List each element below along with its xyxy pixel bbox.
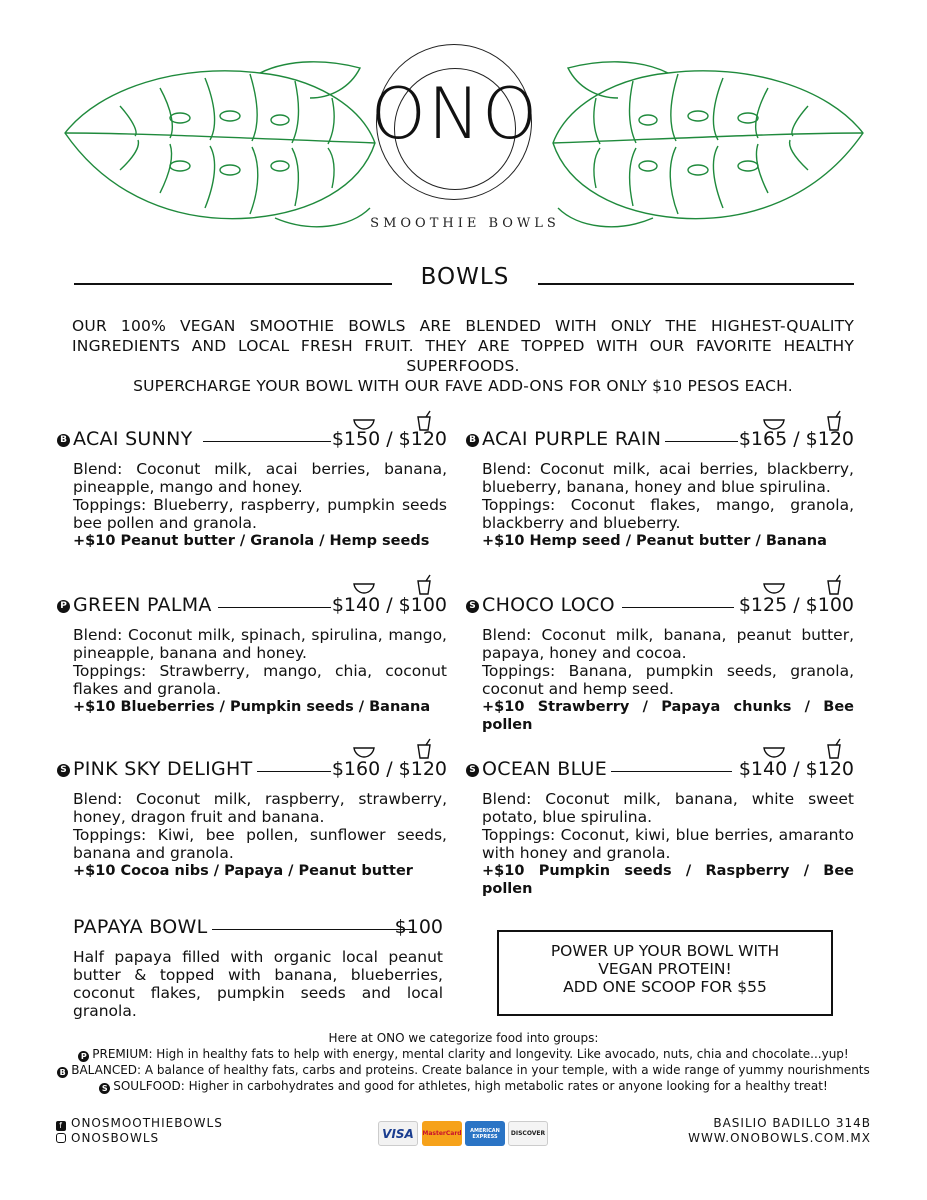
balanced-badge: B [57,1067,68,1078]
item-blend: Blend: Coconut milk, spinach, spirulina, mango, pineapple, banana and honey. [73,626,447,662]
leader-line [622,607,734,608]
size-icons [350,738,440,760]
menu-item-acai-sunny [60,428,447,550]
item-price: $150 / $120 [331,428,447,450]
category-badge: S [466,600,479,613]
item-toppings: Toppings: Blueberry, raspberry, pumpkin seeds bee pollen and granola. [73,496,447,532]
soulfood-badge: S [99,1083,110,1094]
social-links [56,1116,223,1146]
item-toppings: Toppings: Kiwi, bee pollen, sunflower seeds, banana and granola. [73,826,447,862]
contact-info [688,1116,871,1146]
menu-item-choco-loco [469,594,854,734]
item-toppings: Toppings: Coconut, kiwi, blue berries, amaranto with honey and granola. [482,826,854,862]
leader-line [253,771,331,772]
promo-line-3: ADD ONE SCOOP FOR $55 [563,978,767,996]
intro-text [72,316,854,396]
monstera-leaf-right-icon [548,48,868,238]
item-blend: Blend: Coconut milk, acai berries, banana, pineapple, mango and honey. [73,460,447,496]
menu-item-green-palma [60,594,447,716]
leader-line [203,441,331,442]
premium-badge: P [78,1051,89,1062]
leader-line [610,771,732,772]
intro-line: OUR 100% VEGAN SMOOTHIE BOWLS ARE BLENDED WITH ONLY THE HIGHEST-QUALITY INGREDIENTS AND LOCAL FRESH FRUIT. THEY ARE TOPPED WITH OUR FAVORITE HEALTHY SUPERFOODS. [72,317,854,375]
title-rule-right [538,283,854,285]
item-name: ACAI SUNNY [73,428,197,450]
menu-item-acai-purple-rain [469,428,854,550]
item-addons: +$10 Pumpkin seeds / Raspberry / Bee pollen [482,863,854,897]
legend-soulfood-text: SOULFOOD: Higher in carbohydrates and good for athletes, high metabolic rates or anyone looking for a healthy treat! [113,1079,828,1093]
leader-line [208,929,413,930]
facebook-icon: f [56,1121,66,1131]
facebook-handle: ONOSMOOTHIEBOWLS [71,1116,223,1130]
bowl-icon [764,748,784,757]
cup-icon [418,575,430,594]
legend-balanced-text: BALANCED: A balance of healthy fats, carbs and proteins. Create balance in your temple, with a wide range of yummy nourishments [71,1063,870,1077]
category-badge: S [466,764,479,777]
intro-addons-line: SUPERCHARGE YOUR BOWL WITH OUR FAVE ADD-ONS FOR ONLY $10 PESOS EACH. [133,377,793,395]
section-title: BOWLS [420,264,510,290]
instagram-link[interactable] [56,1131,223,1146]
item-name: PAPAYA BOWL [73,916,212,938]
item-blend: Blend: Coconut milk, raspberry, strawberry, honey, dragon fruit and banana. [73,790,447,826]
item-blend: Blend: Coconut milk, acai berries, blackberry, blueberry, banana, honey and blue spirulina. [482,460,854,496]
visa-card-icon: VISA [378,1121,418,1146]
size-icons [760,738,850,760]
item-addons: +$10 Hemp seed / Peanut butter / Banana [482,533,827,549]
item-blend: Blend: Coconut milk, banana, white sweet potato, blue spirulina. [482,790,854,826]
instagram-handle: ONOSBOWLS [71,1131,160,1145]
size-icons [760,574,850,596]
category-badge: B [57,434,70,447]
bowl-icon [354,584,374,593]
logo-subtitle: SMOOTHIE BOWLS [370,216,560,231]
category-badge: P [57,600,70,613]
item-name: OCEAN BLUE [482,758,611,780]
item-name: CHOCO LOCO [482,594,619,616]
facebook-link[interactable] [56,1116,223,1131]
item-addons: +$10 Cocoa nibs / Papaya / Peanut butter [73,863,413,879]
menu-item-ocean-blue [469,758,854,898]
item-blend: Blend: Coconut milk, banana, peanut butter, papaya, honey and cocoa. [482,626,854,662]
menu-item-papaya-bowl [73,916,443,1020]
item-price: $160 / $120 [331,758,447,780]
cup-icon [828,575,840,594]
legend-balanced [40,1062,887,1078]
item-name: GREEN PALMA [73,594,216,616]
item-price: $140 / $100 [331,594,447,616]
bowl-icon [764,584,784,593]
logo: ONO [370,73,540,155]
item-price: $140 / $120 [738,758,854,780]
item-name: ACAI PURPLE RAIN [482,428,665,450]
monstera-leaf-left-icon [60,48,380,238]
item-addons: +$10 Strawberry / Papaya chunks / Bee pollen [482,699,854,733]
item-addons: +$10 Peanut butter / Granola / Hemp seeds [73,533,430,549]
category-badge: S [57,764,70,777]
address: BASILIO BADILLO 314B [713,1116,871,1130]
item-toppings: Toppings: Coconut flakes, mango, granola, blackberry and blueberry. [482,496,854,532]
category-legend [40,1030,887,1094]
item-price: $100 [394,916,443,938]
item-toppings: Toppings: Strawberry, mango, chia, coconut flakes and granola. [73,662,447,698]
title-rule-left [74,283,392,285]
item-price: $125 / $100 [738,594,854,616]
bowl-icon [354,748,374,757]
item-price: $165 / $120 [738,428,854,450]
instagram-icon [56,1133,66,1143]
legend-premium [40,1046,887,1062]
legend-premium-text: PREMIUM: High in healthy fats to help with energy, mental clarity and longevity. Like avocado, nuts, chia and chocolate...yup! [92,1047,849,1061]
promo-line-2: VEGAN PROTEIN! [598,960,732,978]
mastercard-icon: MasterCard [422,1121,462,1146]
protein-promo-box [497,930,833,1016]
menu-item-pink-sky-delight [60,758,447,880]
amex-card-icon: AMERICAN EXPRESS [465,1121,505,1146]
item-toppings: Toppings: Banana, pumpkin seeds, granola, coconut and hemp seed. [482,662,854,698]
item-description: Half papaya filled with organic local peanut butter & topped with banana, blueberries, coconut flakes, pumpkin seeds and local granola. [73,948,443,1020]
legend-soulfood [40,1078,887,1094]
discover-card-icon: DISCOVER [508,1121,548,1146]
promo-line-1: POWER UP YOUR BOWL WITH [550,942,780,960]
size-icons [350,574,440,596]
item-addons: +$10 Blueberries / Pumpkin seeds / Banana [73,699,431,715]
legend-intro: Here at ONO we categorize food into groups: [328,1031,599,1045]
leader-line [218,607,331,608]
category-badge: B [466,434,479,447]
cup-icon [418,739,430,758]
item-name: PINK SKY DELIGHT [73,758,257,780]
website-link[interactable]: WWW.ONOBOWLS.COM.MX [688,1131,871,1145]
cup-icon [828,739,840,758]
